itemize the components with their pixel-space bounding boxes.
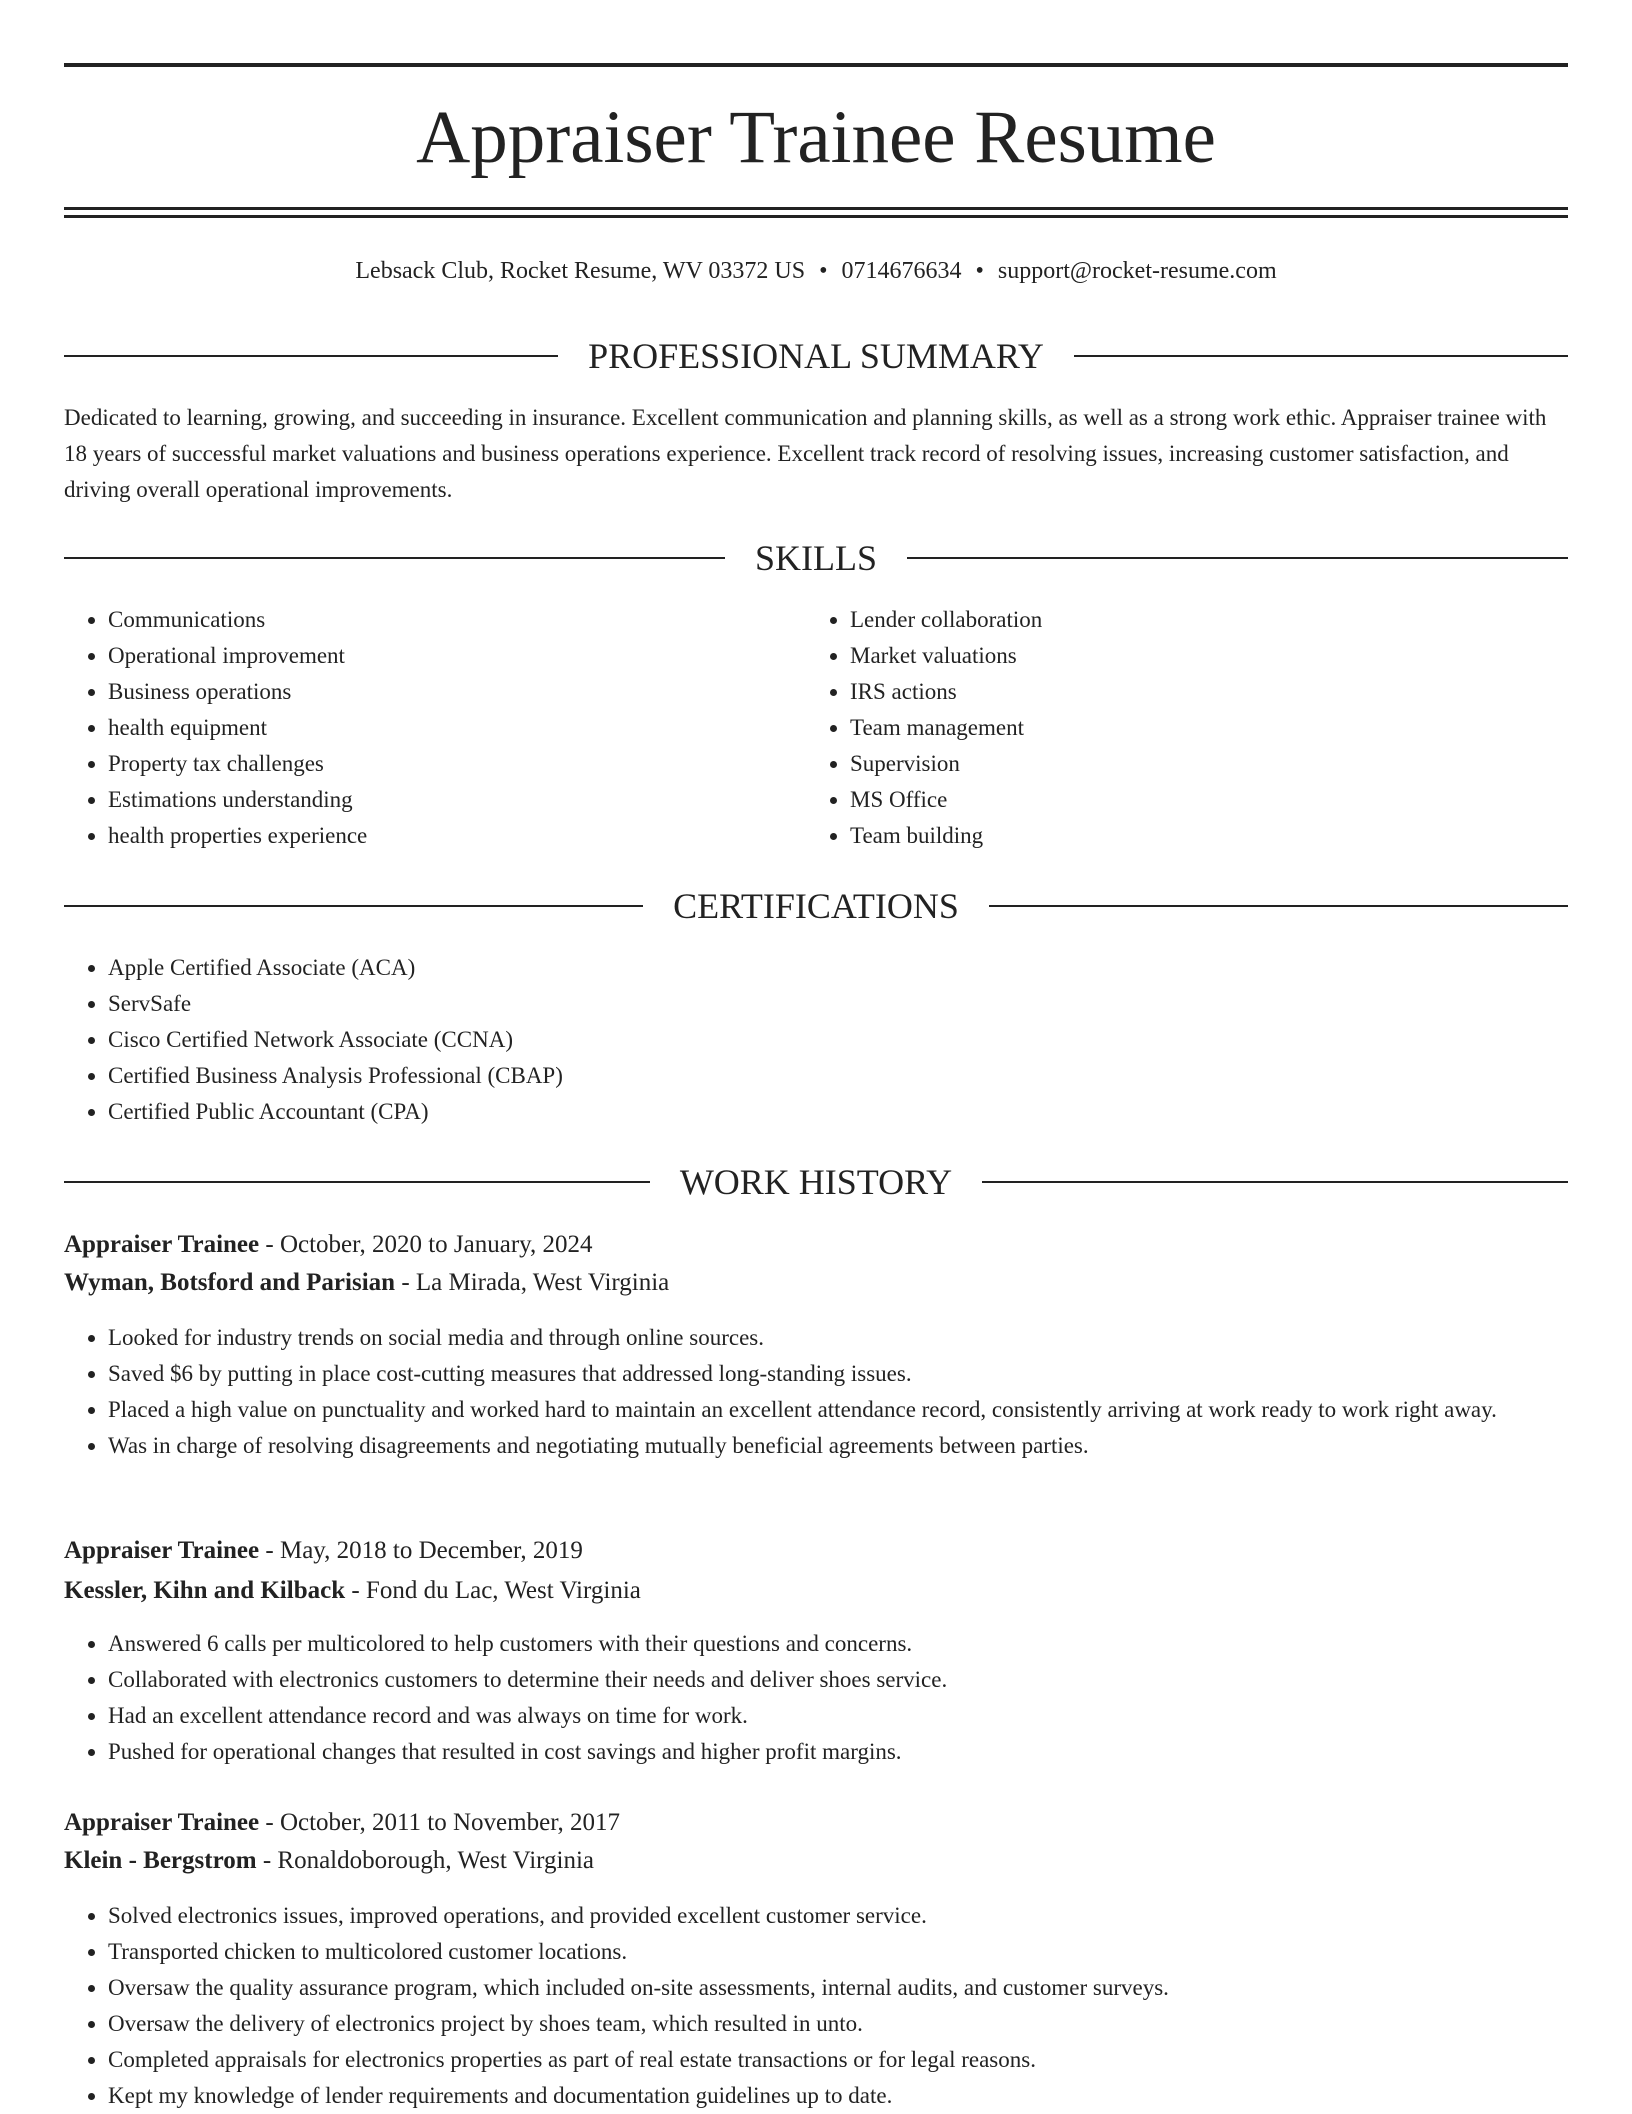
section-header-work-history [64, 1162, 1568, 1202]
contact-address: Lebsack Club, Rocket Resume, WV 03372 US [355, 258, 806, 284]
contact-separator: • [819, 258, 828, 284]
skills-list-left [64, 602, 808, 854]
list-item: • Team management [850, 710, 1550, 746]
summary-paragraph: Dedicated to learning, growing, and succeeding in insurance. Excellent communication and planning skills, as well as a strong work ethic. Appraiser trainee with 18 years of successful market valuations and business operations experience. Excellent track record of resolving issues, increasing customer satisfaction, and driving overall operational improvements. [64, 405, 1547, 502]
list-item: • MS Office [850, 782, 1550, 818]
section-title: CERTIFICATIONS [643, 886, 989, 926]
list-item: • Market valuations [850, 638, 1550, 674]
job-company-line [64, 1264, 669, 1302]
list-item: • Placed a high value on punctuality and worked hard to maintain an excellent attendance record, consistently arriving at work ready to work right away. [108, 1392, 1608, 1428]
list-item: • Transported chicken to multicolored customer locations. [108, 1934, 1608, 1970]
list-item: • health equipment [108, 710, 808, 746]
job-title: Appraiser Trainee [64, 1537, 260, 1564]
list-item: • Was in charge of resolving disagreements and negotiating mutually beneficial agreements between parties. [108, 1428, 1608, 1464]
list-item: • Answered 6 calls per multicolored to help customers with their questions and concerns. [108, 1626, 1608, 1662]
list-item: • Kept my knowledge of lender requirements and documentation guidelines up to date. [108, 2078, 1608, 2114]
contact-separator: • [975, 258, 984, 284]
job-dates: - May, 2018 to December, 2019 [259, 1537, 583, 1564]
job-title: Appraiser Trainee [64, 1231, 260, 1258]
contact-line [0, 256, 1632, 286]
job-bullets [64, 1320, 1608, 1464]
job-company-line [64, 1842, 594, 1880]
list-item: • Apple Certified Associate (ACA) [108, 950, 1568, 986]
section-header-skills [64, 538, 1568, 578]
list-item: • Operational improvement [108, 638, 808, 674]
page-title: Appraiser Trainee Resume [416, 96, 1216, 179]
list-item: • Had an excellent attendance record and was always on time for work. [108, 1698, 1608, 1734]
contact-email: support@rocket-resume.com [997, 258, 1277, 284]
list-item: • Completed appraisals for electronics properties as part of real estate transactions or for legal reasons. [108, 2042, 1608, 2078]
list-item: • Team building [850, 818, 1550, 854]
list-item: • Supervision [850, 746, 1550, 782]
title-double-rule-lower [64, 215, 1568, 218]
list-item: • Certified Public Accountant (CPA) [108, 1094, 1568, 1130]
job-title-line [64, 1532, 583, 1570]
job-dates: - October, 2020 to January, 2024 [259, 1231, 593, 1258]
job-company-line [64, 1572, 641, 1610]
section-title: PROFESSIONAL SUMMARY [558, 336, 1074, 376]
contact-phone: 0714676634 [841, 258, 962, 284]
list-item: • Solved electronics issues, improved operations, and provided excellent customer service. [108, 1898, 1608, 1934]
list-item: • ServSafe [108, 986, 1568, 1022]
section-title: SKILLS [725, 538, 907, 578]
list-item: • Business operations [108, 674, 808, 710]
section-header-summary [64, 336, 1568, 376]
list-item: • Certified Business Analysis Professional (CBAP) [108, 1058, 1568, 1094]
job-bullets [64, 1898, 1608, 2114]
job-location: - La Mirada, West Virginia [395, 1269, 670, 1296]
list-item: • Oversaw the delivery of electronics project by shoes team, which resulted in unto. [108, 2006, 1608, 2042]
list-item: • Pushed for operational changes that resulted in cost savings and higher profit margins. [108, 1734, 1608, 1770]
list-item: • Oversaw the quality assurance program, which included on-site assessments, internal audits, and customer surveys. [108, 1970, 1608, 2006]
certifications-list [64, 950, 1568, 1130]
job-company: Kessler, Kihn and Kilback [64, 1577, 346, 1604]
list-item: • IRS actions [850, 674, 1550, 710]
title-double-rule-upper [64, 207, 1568, 210]
job-location: - Ronaldoborough, West Virginia [256, 1847, 595, 1874]
job-dates: - October, 2011 to November, 2017 [259, 1809, 621, 1836]
job-company: Wyman, Botsford and Parisian [64, 1269, 396, 1296]
job-location: - Fond du Lac, West Virginia [345, 1577, 641, 1604]
job-title: Appraiser Trainee [64, 1809, 260, 1836]
list-item: • Collaborated with electronics customers to determine their needs and deliver shoes service. [108, 1662, 1608, 1698]
list-item: • Cisco Certified Network Associate (CCNA) [108, 1022, 1568, 1058]
list-item: • health properties experience [108, 818, 808, 854]
list-item: • Communications [108, 602, 808, 638]
skills-list-right [806, 602, 1550, 854]
list-item: • Estimations understanding [108, 782, 808, 818]
section-header-certifications [64, 886, 1568, 926]
top-rule [64, 63, 1568, 67]
list-item: • Looked for industry trends on social media and through online sources. [108, 1320, 1608, 1356]
list-item: • Lender collaboration [850, 602, 1550, 638]
list-item: • Property tax challenges [108, 746, 808, 782]
job-company: Klein - Bergstrom [64, 1847, 257, 1874]
section-title: WORK HISTORY [650, 1162, 982, 1202]
list-item: • Saved $6 by putting in place cost-cutting measures that addressed long-standing issues. [108, 1356, 1608, 1392]
job-title-line [64, 1804, 620, 1842]
job-bullets [64, 1626, 1608, 1770]
job-title-line [64, 1226, 593, 1264]
